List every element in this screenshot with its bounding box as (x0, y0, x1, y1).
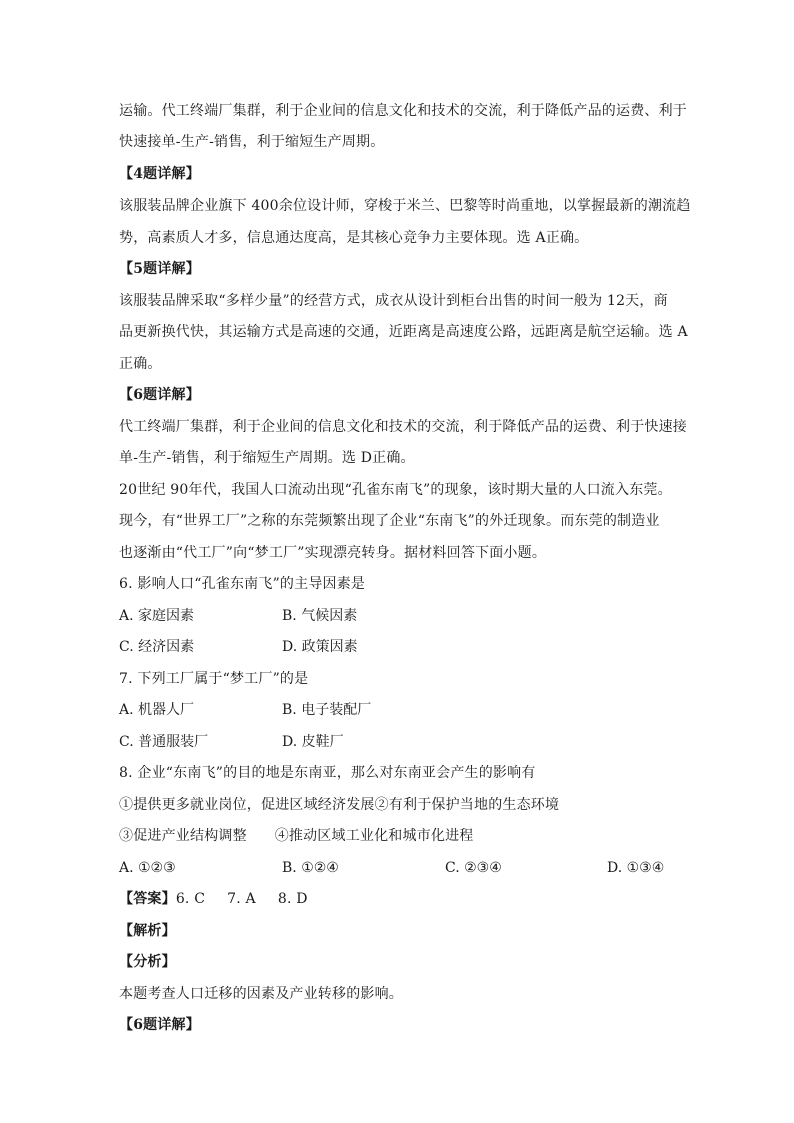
analysis-heading: 【解析】 (119, 923, 176, 939)
paragraph-line: 正确。 (119, 356, 162, 372)
paragraph-line: 单-生产-销售，利于缩短生产周期。选 D正确。 (119, 450, 415, 466)
material-line: 20世纪 90年代，我国人口流动出现“孔雀东南飞”的现象，该时期大量的人口流入东莞。 (119, 482, 672, 498)
section-heading-q4: 【4题详解】 (119, 166, 200, 182)
paragraph-line: 快速接单-生产-销售，利于缩短生产周期。 (119, 134, 385, 150)
paragraph-line: 该服装品牌采取“多样少量”的经营方式，成衣从设计到柜台出售的时间一般为 12天，商 (119, 293, 668, 309)
question-8-option-b: B. ①②④ (282, 860, 339, 876)
paragraph-line: 品更新换代快，其运输方式是高速的交通，近距离是高速度公路，远距离是航空运输。选 A (119, 324, 688, 340)
question-8-option-d: D. ①③④ (607, 860, 665, 876)
section-heading-q6: 【6题详解】 (119, 387, 200, 403)
question-7-option-c: C. 普通服装厂 (119, 734, 209, 750)
question-8-stem: 8. 企业“东南飞”的目的地是东南亚，那么对东南亚会产生的影响有 (119, 765, 536, 781)
paragraph-line: 代工终端厂集群，利于企业间的信息文化和技术的交流，利于降低产品的运费、利于快速接 (119, 419, 687, 435)
material-line: 也逐渐由“代工厂”向“梦工厂”实现漂亮转身。据材料回答下面小题。 (119, 545, 547, 561)
question-6-option-b: B. 气候因素 (282, 608, 358, 624)
question-8-statement-line: ③促进产业结构调整 ④推动区域工业化和城市化进程 (119, 828, 474, 844)
paragraph-line: 运输。代工终端厂集群，利于企业间的信息文化和技术的交流，利于降低产品的运费、利于 (119, 103, 687, 119)
question-6-option-c: C. 经济因素 (119, 639, 195, 655)
question-6-option-a: A. 家庭因素 (119, 608, 195, 624)
paragraph-line: 该服装品牌企业旗下 400余位设计师，穿梭于米兰、巴黎等时尚重地，以掌握最新的潮流趋 (119, 198, 691, 214)
answer-6: 6. C (175, 891, 206, 907)
question-7-option-a: A. 机器人厂 (119, 702, 195, 718)
question-7-option-b: B. 电子装配厂 (282, 702, 372, 718)
question-8-statement-line: ①提供更多就业岗位，促进区域经济发展②有利于保护当地的生态环境 (119, 797, 560, 813)
question-6-stem: 6. 影响人口“孔雀东南飞”的主导因素是 (119, 576, 366, 592)
answer-row (119, 889, 308, 909)
fenxi-heading: 【分析】 (119, 954, 176, 970)
summary-line: 本题考查人口迁移的因素及产业转移的影响。 (119, 986, 403, 1002)
question-8-option-a: A. ①②③ (119, 860, 176, 876)
answer-label: 【答案】 (119, 891, 176, 907)
question-8-option-c: C. ②③④ (445, 860, 502, 876)
material-line: 现今，有“世界工厂”之称的东莞频繁出现了企业“东南飞”的外迁现象。而东莞的制造业 (119, 513, 660, 529)
question-7-option-d: D. 皮鞋厂 (282, 734, 344, 750)
paragraph-line: 势，高素质人才多，信息通达度高，是其核心竞争力主要体现。选 A正确。 (119, 230, 589, 246)
section-heading-q5: 【5题详解】 (119, 261, 200, 277)
question-6-option-d: D. 政策因素 (282, 639, 358, 655)
section-heading-q6-detail: 【6题详解】 (119, 1017, 200, 1033)
answer-7: 7. A (227, 891, 256, 907)
answer-8: 8. D (277, 891, 308, 907)
question-7-stem: 7. 下列工厂属于“梦工厂”的是 (119, 671, 309, 687)
